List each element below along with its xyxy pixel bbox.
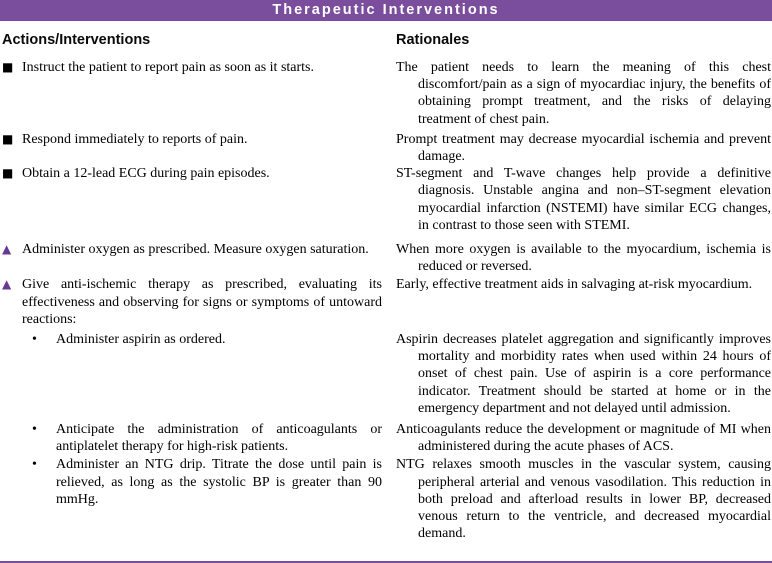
rationale-cell: Anticoagulants reduce the development or magnitude of MI when administered during the acute phases of ACS. xyxy=(396,422,771,455)
action-cell xyxy=(32,421,382,455)
table-body xyxy=(0,59,772,542)
rationale-cell: Prompt treatment may decrease myocardial ischemia and prevent damage. xyxy=(396,131,771,165)
action-text: Respond immediately to reports of pain. xyxy=(22,131,248,147)
action-cell xyxy=(2,276,382,328)
dot-bullet-icon: • xyxy=(32,457,37,473)
dot-bullet-icon: • xyxy=(32,332,37,348)
column-header-rationales: Rationales xyxy=(396,32,470,48)
table-row xyxy=(0,456,772,542)
square-bullet-icon: ■ xyxy=(2,131,14,146)
triangle-bullet-icon: ▲ xyxy=(2,242,12,257)
triangle-bullet-icon: ▲ xyxy=(2,277,12,292)
rationale-cell: Aspirin decreases platelet aggregation and significantly improves mortality and morbidity rates when used within 24 hours of onset of chest pain. Use of aspirin is a core performance indicator. Treatment should be started at home or in the emergency department and not delayed until admission. xyxy=(396,332,771,416)
action-text: Give anti-ischemic therapy as prescribed, evaluating its effectiveness and observing for signs or symptoms of untoward reactions: xyxy=(22,277,382,327)
action-text: Instruct the patient to report pain as soon as it starts. xyxy=(22,60,314,75)
column-header-actions: Actions/Interventions xyxy=(2,32,151,48)
table-row xyxy=(0,131,772,165)
action-cell xyxy=(32,456,382,542)
action-text: Administer aspirin as ordered. xyxy=(56,332,226,348)
table-row xyxy=(0,331,772,417)
page-title: Therapeutic Interventions xyxy=(272,2,500,18)
table-row xyxy=(0,421,772,455)
action-cell xyxy=(2,241,382,275)
action-text: Administer an NTG drip. Titrate the dose until pain is relieved, as long as the systolic BP is greater than 90 mmHg. xyxy=(56,457,382,507)
square-bullet-icon: ■ xyxy=(2,166,14,181)
rationale-cell: NTG relaxes smooth muscles in the vascular system, causing peripheral arterial and venous vasodilation. This reduction in both preload and afterload results in lower BP, decreased venous return to the ventricle, and decreased myocardial demand. xyxy=(396,457,771,542)
action-cell xyxy=(32,331,382,417)
table-row xyxy=(0,241,772,275)
action-cell xyxy=(2,131,382,165)
table-row xyxy=(0,276,772,328)
action-cell xyxy=(2,165,382,234)
column-headers xyxy=(0,31,772,49)
table-row xyxy=(0,165,772,234)
action-text: Obtain a 12-lead ECG during pain episodes. xyxy=(22,166,270,182)
action-text: Administer oxygen as prescribed. Measure oxygen saturation. xyxy=(22,242,369,258)
rationale-cell: When more oxygen is available to the myocardium, ischemia is reduced or reversed. xyxy=(396,242,771,275)
action-text: Anticipate the administration of anticoagulants or antiplatelet therapy for high-risk patients. xyxy=(56,422,382,455)
table-row xyxy=(0,59,772,128)
action-cell xyxy=(2,59,382,128)
square-bullet-icon: ■ xyxy=(2,60,14,74)
title-bar xyxy=(0,0,772,21)
rationale-cell: Early, effective treatment aids in salvaging at-risk myocardium. xyxy=(396,277,753,293)
rationale-cell: The patient needs to learn the meaning of this chest discomfort/pain as a sign of myocardiac injury, the benefits of obtaining prompt treatment, and the risks of delaying treatment of chest pain. xyxy=(396,60,771,127)
dot-bullet-icon: • xyxy=(32,422,37,438)
rationale-cell: ST-segment and T-wave changes help provide a definitive diagnosis. Unstable angina and non–ST-segment elevation myocardial infarction (NSTEMI) have similar ECG changes, in contrast to those seen with STEMI. xyxy=(396,166,771,233)
